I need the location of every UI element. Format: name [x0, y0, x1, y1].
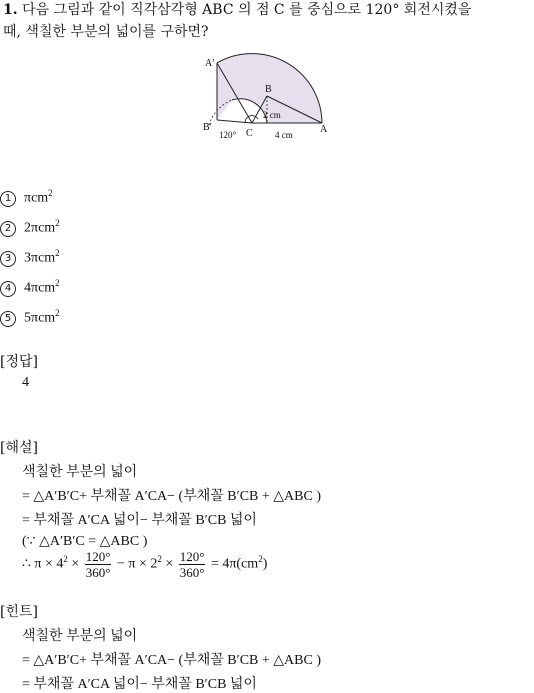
- choice-number: 4: [0, 281, 16, 297]
- hint-line-1: 색칠한 부분의 넓이: [22, 629, 138, 644]
- explanation-line-4: (∵ △A′B′C = △ABC ): [22, 534, 148, 549]
- formula-times-1: ×: [71, 556, 80, 572]
- choice-number: 3: [0, 251, 16, 267]
- segment-b-prime-c: [217, 120, 252, 123]
- hint-line-2: = △A′B′C+ 부채꼴 A′CA− (부채꼴 B′CB + △ABC ): [22, 653, 321, 668]
- rotation-figure: [195, 52, 335, 142]
- choice-exponent: 2: [48, 188, 53, 198]
- fraction-2: [179, 549, 206, 580]
- explanation-formula: [22, 549, 267, 580]
- choice-exponent: 2: [55, 308, 60, 318]
- label-c: C: [246, 128, 253, 139]
- label-a: A: [320, 124, 328, 135]
- label-angle: 120°: [219, 130, 237, 140]
- label-b: B: [265, 84, 272, 95]
- explanation-line-3: = 부채꼴 A′CA 넓이− 부채꼴 B′CB 넓이: [22, 513, 257, 528]
- fraction-1-numerator: 120°: [85, 549, 111, 564]
- label-bc-length: 2 cm: [263, 110, 281, 120]
- choice-number: 2: [0, 221, 16, 237]
- answer-value: 4: [22, 375, 29, 390]
- choice-number: 5: [0, 311, 16, 327]
- formula-exp-3: 2: [258, 554, 263, 565]
- choice-text: 3πcm: [24, 250, 56, 266]
- formula-exp-1: 2: [63, 554, 68, 565]
- choice-1[interactable]: [0, 188, 53, 207]
- choice-text: 2πcm: [24, 220, 56, 236]
- question-number: 1.: [3, 2, 18, 18]
- choice-exponent: 2: [55, 278, 60, 288]
- formula-part-2: − π × 2: [116, 556, 158, 572]
- choice-text: 4πcm: [24, 280, 56, 296]
- choice-exponent: 2: [55, 218, 60, 228]
- explanation-line-2: = △A′B′C+ 부채꼴 A′CA− (부채꼴 B′CB + △ABC ): [22, 489, 321, 504]
- choice-text: 5πcm: [24, 310, 56, 326]
- choice-2[interactable]: [0, 218, 60, 237]
- choice-text: πcm: [24, 190, 49, 206]
- fraction-1: [85, 549, 112, 580]
- formula-part-4: ): [262, 556, 268, 572]
- choice-exponent: 2: [55, 248, 60, 258]
- choice-5[interactable]: [0, 308, 60, 327]
- formula-times-2: ×: [165, 556, 174, 572]
- answer-heading: [정답]: [0, 354, 38, 370]
- hint-line-3: = 부채꼴 A′CA 넓이− 부채꼴 B′CB 넓이: [22, 677, 257, 692]
- fraction-2-denominator: 360°: [179, 565, 205, 580]
- question-line-1: [3, 0, 471, 20]
- label-a-prime: A′: [205, 58, 215, 69]
- fraction-2-numerator: 120°: [179, 549, 205, 564]
- formula-part-1: ∴ π × 4: [22, 556, 64, 572]
- question-line-2: 때, 색칠한 부분의 넓이를 구하면?: [3, 24, 209, 40]
- question-text-1: 다음 그림과 같이 직각삼각형 ABC 의 점 C 를 중심으로 120° 회전시켰을: [22, 2, 472, 18]
- choice-4[interactable]: [0, 278, 60, 297]
- label-b-prime: B′: [203, 122, 212, 133]
- explanation-line-1: 색칠한 부분의 넓이: [22, 465, 138, 480]
- formula-part-3: = 4π(cm: [210, 556, 259, 572]
- label-ca-length: 4 cm: [275, 130, 293, 140]
- choice-3[interactable]: [0, 248, 60, 267]
- fraction-1-denominator: 360°: [85, 565, 111, 580]
- formula-exp-2: 2: [157, 554, 162, 565]
- hint-heading: [힌트]: [0, 604, 38, 620]
- explanation-heading: [해설]: [0, 440, 38, 456]
- choice-number: 1: [0, 191, 16, 207]
